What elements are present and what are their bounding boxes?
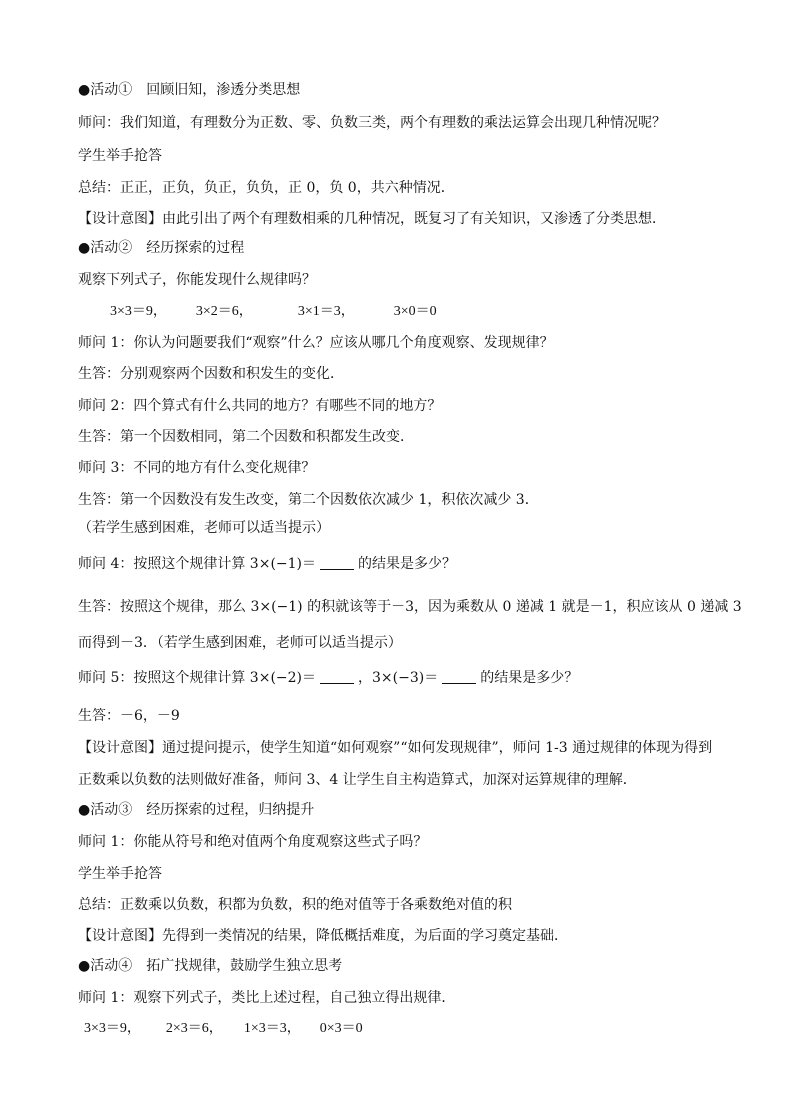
question-text: 的结果是多少？ (480, 670, 579, 686)
design-intent: 【设计意图】先得到一类情况的结果，降低概括难度，为后面的学习奠定基础． (78, 928, 568, 944)
student-answer: 生答：分别观察两个因数和积发生的变化． (78, 366, 344, 382)
activity-4-heading: ●活动④ 拓广找规律，鼓励学生独立思考 (78, 958, 343, 974)
equation: 0×3＝0 (319, 1021, 363, 1036)
student-answer: 生答：按照这个规律，那么 3×(−1) 的积就该等于－3，因为乘数从 0 递减 1 就是－1，积应该从 0 递减 3 (78, 599, 742, 615)
design-intent: 【设计意图】由此引出了两个有理数相乘的几种情况，既复习了有关知识，又渗透了分类思想． (78, 211, 666, 227)
summary: 总结：正正，正负，负正，负负，正 0，负 0，共六种情况． (78, 180, 455, 196)
teacher-question-5 (78, 668, 578, 688)
teacher-question-4 (78, 554, 456, 574)
design-intent: 【设计意图】通过提问提示，使学生知道“如何观察”“如何发现规律”，师问 1-3 通过规律的体现为得到 (78, 740, 713, 756)
design-intent-cont: 正数乘以负数的法则做好准备，师问 3、4 让学生自主构造算式，加深对运算规律的理解． (78, 772, 637, 788)
activity-3-heading: ●活动③ 经历探索的过程，归纳提升 (78, 802, 315, 818)
teacher-question: 师问：我们知道，有理数分为正数、零、负数三类，两个有理数的乘法运算会出现几种情况呢？ (78, 115, 666, 131)
equation: 3×2＝6， (195, 304, 253, 319)
equation-row (110, 302, 437, 322)
observe-prompt: 观察下列式子，你能发现什么规律吗？ (78, 272, 316, 288)
activity-2-heading: ●活动② 经历探索的过程 (78, 240, 245, 256)
equation: 3×3＝9， (110, 304, 167, 319)
student-answer: 生答：第一个因数相同，第二个因数和积都发生改变． (78, 429, 414, 445)
question-text: 师问 5：按照这个规律计算 3×(−2)＝ (78, 670, 317, 686)
equation-row (84, 1019, 363, 1039)
equation: 2×3＝6， (165, 1021, 223, 1036)
activity-1-heading: ●活动① 回顾旧知，渗透分类思想 (78, 82, 301, 98)
student-answer-note: 学生举手抢答 (78, 148, 162, 164)
answer-blank (320, 669, 354, 684)
hint-note: （若学生感到困难，老师可以适当提示） (78, 520, 330, 536)
equation: 1×3＝3， (243, 1021, 301, 1036)
equation: 3×0＝0 (393, 304, 437, 319)
question-text: ，3×(−3)＝ (358, 670, 439, 686)
equation: 3×3＝9， (84, 1021, 141, 1036)
teacher-question-1: 师问 1：观察下列式子，类比上述过程，自己独立得出规律． (78, 990, 456, 1006)
teacher-question-2: 师问 2：四个算式有什么共同的地方？有哪些不同的地方？ (78, 398, 442, 414)
teacher-question-1: 师问 1：你认为问题要我们“观察”什么？应该从哪几个角度观察、发现规律？ (78, 335, 554, 351)
question-text: 师问 4：按照这个规律计算 3×(−1)＝ (78, 556, 317, 572)
teacher-question-3: 师问 3：不同的地方有什么变化规律？ (78, 460, 316, 476)
question-text: 的结果是多少？ (358, 556, 457, 572)
student-answer: 生答：－6，－9 (78, 708, 180, 724)
student-answer-cont: 而得到－3．（若学生感到困难，老师可以适当提示） (78, 635, 402, 651)
answer-blank (442, 669, 476, 684)
equation: 3×1＝3， (297, 304, 355, 319)
answer-blank (320, 555, 354, 570)
student-answer-note: 学生举手抢答 (78, 866, 162, 882)
student-answer: 生答：第一个因数没有发生改变，第二个因数依次减少 1，积依次减少 3． (78, 492, 539, 508)
teacher-question-1: 师问 1：你能从符号和绝对值两个角度观察这些式子吗？ (78, 834, 428, 850)
summary: 总结：正数乘以负数，积都为负数，积的绝对值等于各乘数绝对值的积 (78, 897, 512, 913)
